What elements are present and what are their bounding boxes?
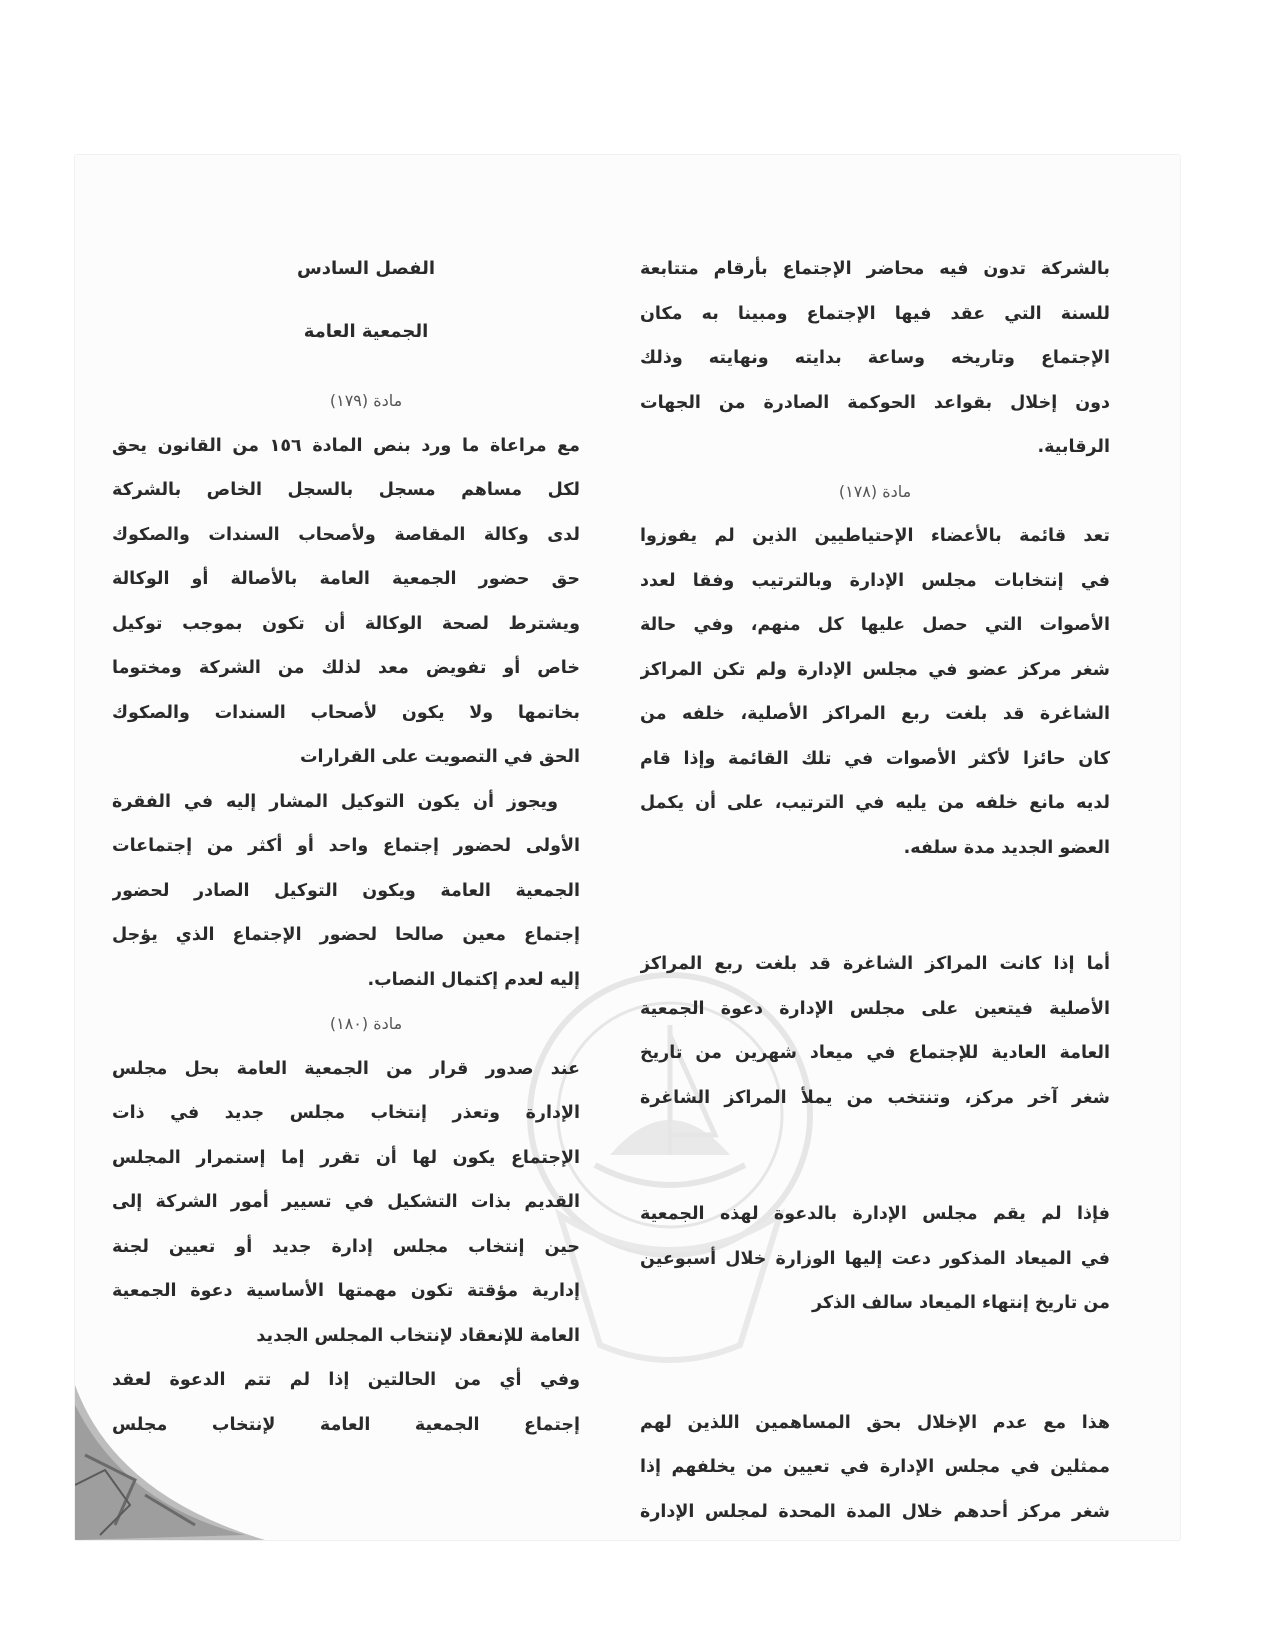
text-line: الأصوات التي حصل عليها كل منهم، وفي حالة bbox=[640, 615, 1110, 635]
text-line: كان حائزا لأكثر الأصوات في تلك القائمة وإذا قام bbox=[640, 748, 1110, 769]
text-line: وفي أي من الحالتين إذا لم تتم الدعوة لعقد bbox=[112, 1370, 580, 1390]
text-line: الجمعية العامة ويكون التوكيل الصادر لحضور bbox=[112, 880, 580, 901]
text-line: الحق في التصويت على القرارات bbox=[299, 747, 580, 767]
right-column bbox=[640, 247, 1110, 1534]
text-line: خاص أو تفويض معد لذلك من الشركة ومختوما bbox=[112, 658, 580, 678]
text-line: شغر آخر مركز، وتنتخب من يملأ المراكز الشاغرة bbox=[640, 1087, 1110, 1108]
left-column bbox=[112, 247, 580, 1447]
text-line: العامة للإنعقاد لإنتخاب المجلس الجديد bbox=[256, 1325, 580, 1346]
article-heading-178: مادة (١٧٨) bbox=[838, 481, 912, 501]
paragraph-gap bbox=[640, 1326, 1110, 1401]
text-line: فإذا لم يقم مجلس الإدارة بالدعوة لهذه الجمعية bbox=[640, 1204, 1110, 1224]
text-line: بالشركة تدون فيه محاضر الإجتماع بأرقام متتابعة bbox=[640, 259, 1110, 279]
heading-gap bbox=[112, 354, 580, 379]
text-line: لدى وكالة المقاصة ولأصحاب السندات والصكوك bbox=[112, 524, 580, 545]
text-line: حق حضور الجمعية العامة بالأصالة أو الوكالة bbox=[112, 569, 580, 589]
heading-gap bbox=[112, 292, 580, 310]
text-line: إليه لعدم إكتمال النصاب. bbox=[367, 969, 580, 990]
text-line: للسنة التي عقد فيها الإجتماع ومبينا به مكان bbox=[640, 303, 1110, 324]
text-line: الإجتماع وتاريخه وساعة بدايته ونهايته وذلك bbox=[640, 348, 1110, 368]
text-line: تعد قائمة بالأعضاء الإحتياطيين الذين لم يفوزوا bbox=[640, 526, 1110, 546]
text-line: شغر مركز عضو في مجلس الإدارة ولم تكن المراكز bbox=[640, 659, 1110, 680]
text-line: مع مراعاة ما ورد بنص المادة ١٥٦ من القانون يحق bbox=[112, 435, 580, 456]
text-line: من تاريخ إنتهاء الميعاد سالف الذكر bbox=[811, 1293, 1110, 1313]
text-line: الإجتماع يكون لها أن تقرر إما إستمرار المجلس bbox=[112, 1147, 580, 1168]
text-line: العضو الجديد مدة سلفه. bbox=[903, 837, 1110, 858]
text-line: العامة العادية للإجتماع في ميعاد شهرين من تاريخ bbox=[640, 1043, 1110, 1063]
article-heading-179: مادة (١٧٩) bbox=[329, 391, 403, 410]
text-line: ممثلين في مجلس الإدارة في تعيين من يخلفهم إذا bbox=[640, 1457, 1110, 1477]
text-line: شغر مركز أحدهم خلال المدة المحدة لمجلس الإدارة bbox=[640, 1501, 1110, 1522]
text-line: لكل مساهم مسجل بالسجل الخاص بالشركة bbox=[112, 480, 580, 500]
text-line: القديم بذات التشكيل في تسيير أمور الشركة إلى bbox=[112, 1192, 580, 1212]
text-line: دون إخلال بقواعد الحوكمة الصادرة من الجهات bbox=[640, 392, 1110, 413]
text-line: ويشترط لصحة الوكالة أن تكون بموجب توكيل bbox=[112, 613, 580, 634]
text-line: الأولى لحضور إجتماع واحد أو أكثر من إجتماعات bbox=[112, 836, 580, 856]
text-line: في الميعاد المذكور دعت إليها الوزارة خلال أسبوعين bbox=[640, 1248, 1110, 1269]
text-line: ويجوز أن يكون التوكيل المشار إليه في الفقرة bbox=[112, 791, 558, 812]
text-line: بخاتمها ولا يكون لأصحاب السندات والصكوك bbox=[112, 702, 580, 723]
text-line: الرقابية. bbox=[1037, 437, 1110, 457]
text-line: إدارية مؤقتة تكون مهمتها الأساسية دعوة الجمعية bbox=[112, 1281, 580, 1301]
text-line: إجتماع الجمعية العامة لإنتخاب مجلس bbox=[112, 1414, 580, 1435]
section-title: الجمعية العامة bbox=[303, 320, 429, 342]
text-line: هذا مع عدم الإخلال بحق المساهمين اللذين لهم bbox=[640, 1412, 1110, 1433]
chapter-title: الفصل السادس bbox=[296, 258, 436, 279]
paragraph-gap bbox=[640, 1120, 1110, 1192]
text-line: إجتماع معين صالحا لحضور الإجتماع الذي يؤجل bbox=[112, 925, 580, 945]
text-line: لديه مانع خلفه من يليه في الترتيب، على أن يكمل bbox=[640, 793, 1110, 813]
text-line: أما إذا كانت المراكز الشاغرة قد بلغت ربع المراكز bbox=[640, 954, 1110, 974]
text-line: حين إنتخاب مجلس إدارة جديد أو تعيين لجنة bbox=[112, 1236, 580, 1257]
paragraph-gap bbox=[640, 870, 1110, 942]
text-line: الإدارة وتعذر إنتخاب مجلس جديد في ذات bbox=[112, 1103, 580, 1123]
article-heading-180: مادة (١٨٠) bbox=[329, 1014, 403, 1033]
text-line: عند صدور قرار من الجمعية العامة بحل مجلس bbox=[112, 1058, 580, 1079]
text-line: الشاغرة قد بلغت ربع المراكز الأصلية، خلفه من bbox=[640, 704, 1110, 724]
text-line: الأصلية فيتعين على مجلس الإدارة دعوة الجمعية bbox=[640, 998, 1110, 1019]
text-line: في إنتخابات مجلس الإدارة وبالترتيب وفقا لعدد bbox=[640, 570, 1110, 591]
